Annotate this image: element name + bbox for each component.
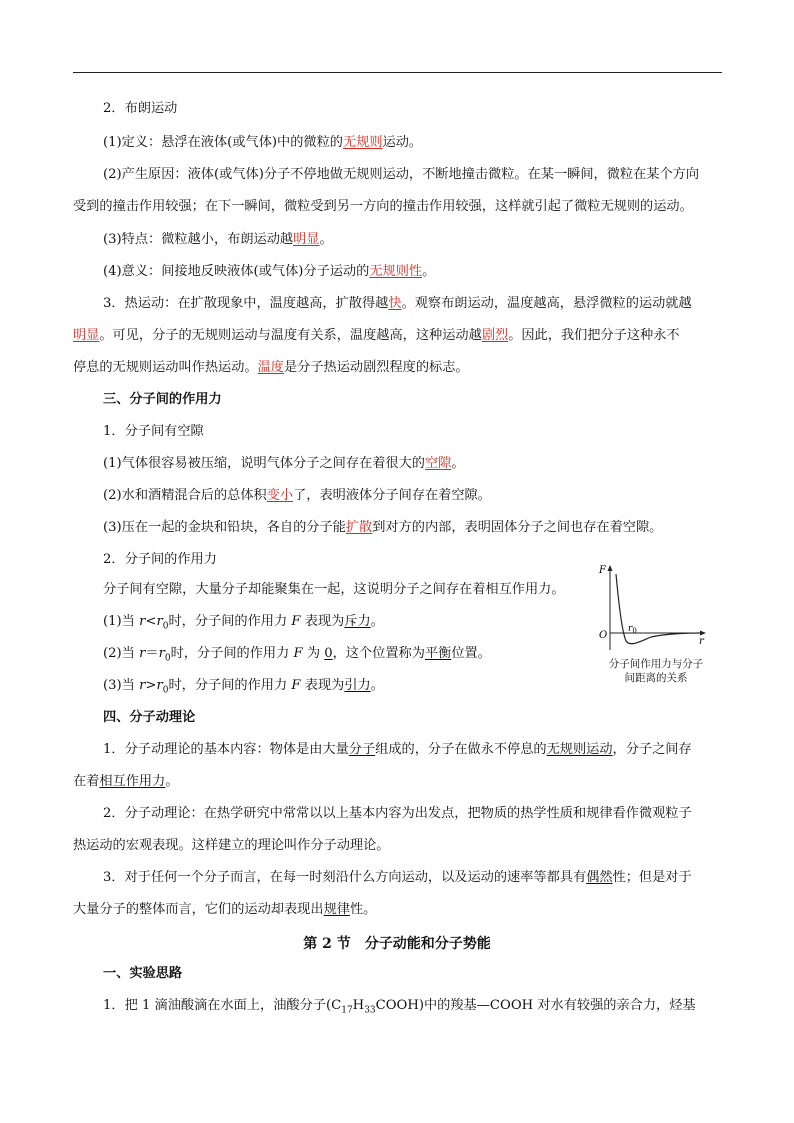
- graph-caption-line2: 间距离的关系: [624, 672, 688, 684]
- brownian-definition: (1)定义：悬浮在液体(或气体)中的微粒的无规则运动。: [103, 135, 423, 150]
- theory-2-line1: 2．分子动理论：在热学研究中常常以以上基本内容为出发点，把物质的热学性质和规律看作微观粒子: [103, 806, 692, 821]
- thermal-motion-line2: 明显。可见，分子的无规则运动与温度有关系，温度越高，这种运动越剧烈。因此，我们把分子这种永不: [73, 328, 680, 343]
- gap-liquid: (2)水和酒精混合后的总体积变小了，表明液体分子间存在着空隙。: [103, 488, 491, 503]
- heading-brownian: 2．布朗运动: [103, 101, 178, 116]
- force-attractive: (3)当 $r>r_0$时，分子间的作用力 F 表现为引力。: [103, 678, 384, 696]
- gap-solid: (3)压在一起的金块和铅块，各自的分子能扩散到对方的内部，表明固体分子之间也存在着空隙。: [103, 520, 663, 535]
- force-balance: (2)当 $r=r_0$时，分子间的作用力 F 为 0，这个位置称为平衡位置。: [103, 646, 491, 664]
- gap-heading: 1．分子间有空隙: [103, 424, 204, 439]
- section-heading-4: 四、分子动理论: [103, 710, 196, 725]
- experiment-heading: 一、实验思路: [103, 966, 183, 981]
- theory-3-line2: 大量分子的整体而言，它们的运动却表现出规律性。: [73, 902, 377, 917]
- brownian-meaning: (4)意义：间接地反映液体(或气体)分子运动的无规则性。: [103, 264, 436, 279]
- brownian-feature: (3)特点：微粒越小，布朗运动越明显。: [103, 232, 333, 247]
- force-distance-graph: [595, 562, 710, 654]
- theory-2-line2: 热运动的宏观表现。这样建立的理论叫作分子动理论。: [73, 838, 390, 853]
- graph-caption-line1: 分子间作用力与分子: [608, 658, 704, 670]
- gap-gas: (1)气体很容易被压缩，说明气体分子之间存在着很大的空隙。: [103, 456, 465, 471]
- section-heading-3: 三、分子间的作用力: [103, 392, 222, 407]
- graph-label-r0: $r_0$: [628, 624, 637, 635]
- force-repulsive: (1)当 $r<r_0$时，分子间的作用力 F 表现为斥力。: [103, 614, 384, 632]
- force-intro: 分子间有空隙，大量分子却能聚集在一起，这说明分子之间存在着相互作用力。: [103, 582, 565, 597]
- section-title: 第 2 节 分子动能和分子势能: [303, 936, 491, 952]
- graph-label-O: O: [599, 630, 608, 641]
- thermal-motion-line1: 3．热运动：在扩散现象中，温度越高，扩散得越快。观察布朗运动，温度越高，悬浮微粒的运动就越: [103, 296, 692, 311]
- graph-y-arrow: [608, 565, 613, 571]
- graph-label-F: F: [599, 565, 606, 576]
- force-heading: 2．分子间的作用力: [103, 552, 217, 567]
- brownian-cause-line1: (2)产生原因：液体(或气体)分子不停地做无规则运动，不断地撞击微粒。在某一瞬间，微粒在某个方向: [103, 167, 700, 182]
- graph-label-r: r: [699, 636, 704, 647]
- theory-1-line2: 在着相互作用力。: [73, 774, 179, 789]
- theory-1-line1: 1．分子动理论的基本内容：物体是由大量分子组成的，分子在做永不停息的无规则运动，分子之间存: [103, 742, 692, 757]
- brownian-cause-line2: 受到的撞击作用较强；在下一瞬间，微粒受到另一方向的撞击作用较强，这样就引起了微粒无规则的运动。: [73, 199, 693, 214]
- thermal-motion-line3: 停息的无规则运动叫作热运动。温度是分子热运动剧烈程度的标志。: [73, 360, 469, 375]
- header-rule: [73, 72, 722, 73]
- theory-3-line1: 3．对于任何一个分子而言，在每一时刻沿什么方向运动，以及运动的速率等都具有偶然性；但是对于: [103, 870, 692, 885]
- experiment-step-1: 1．把 1 滴油酸滴在水面上，油酸分子$(C_{17}H_{33}COOH)$中的羧基—COOH 对水有较强的亲合力，烃基: [103, 998, 696, 1016]
